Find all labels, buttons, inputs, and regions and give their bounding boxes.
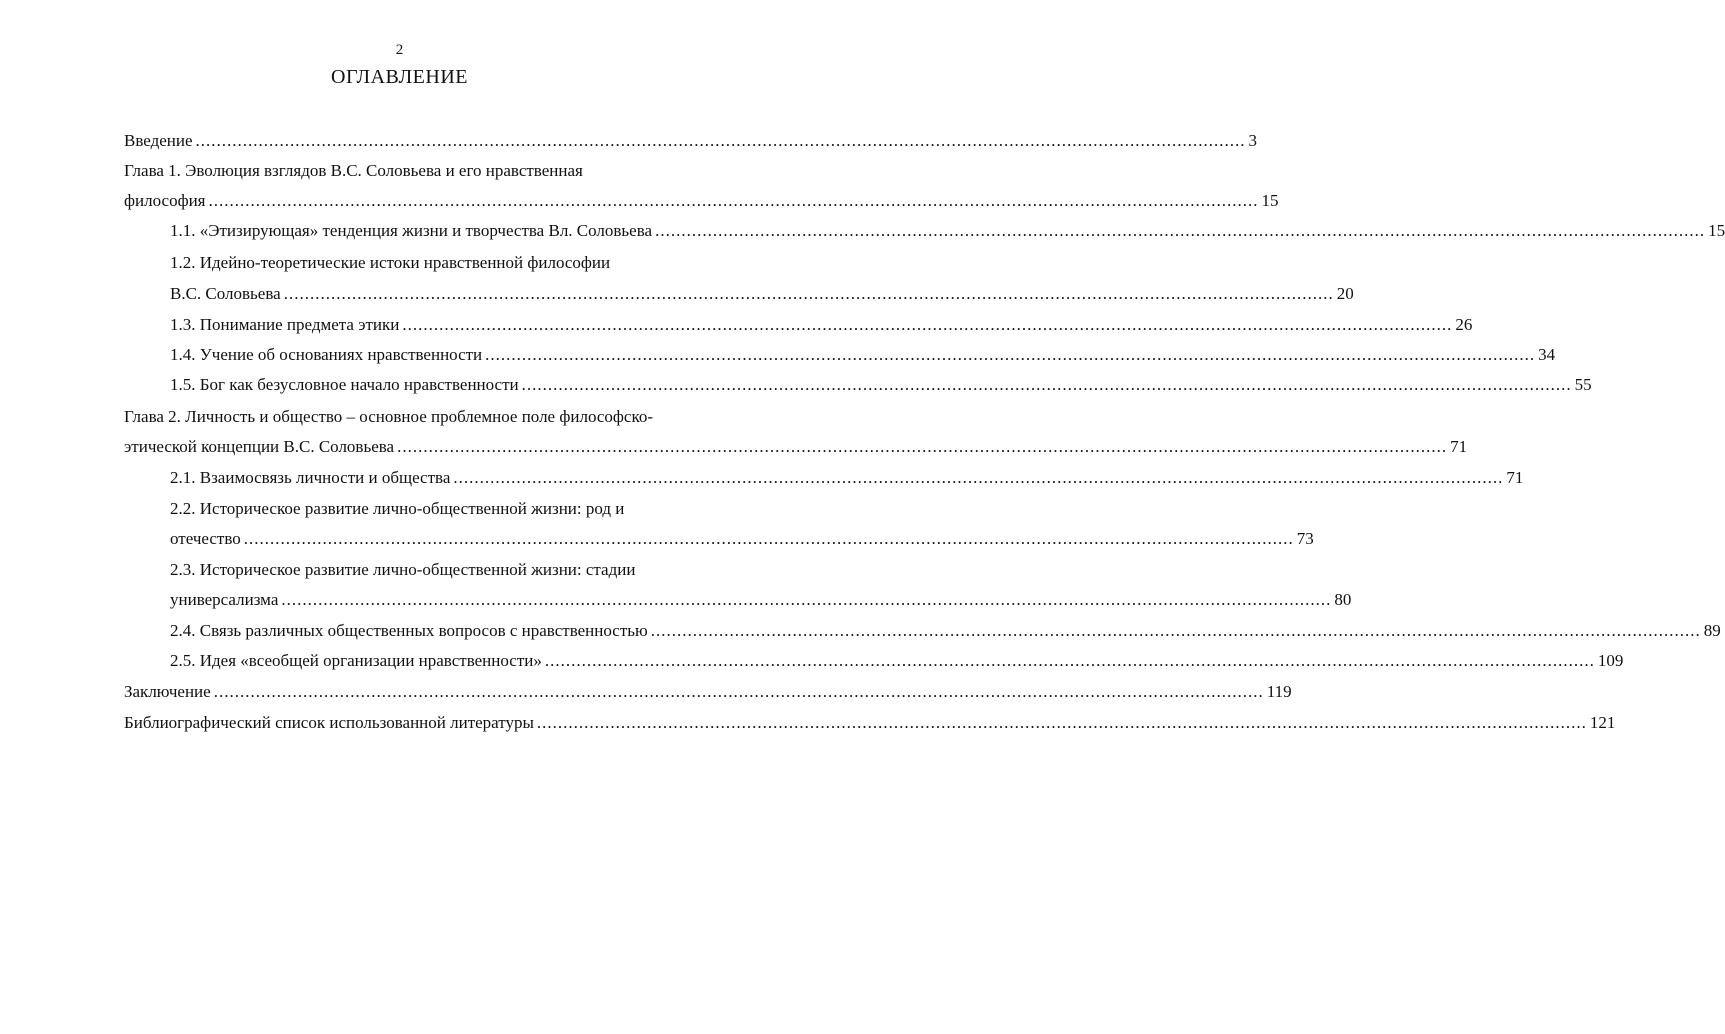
toc-page-number: 80 [1334, 590, 1352, 609]
toc-page-number: 34 [1538, 345, 1556, 364]
dot-leader: ........................................................................................................................................................................................................ [521, 375, 1572, 394]
toc-entry-1-3[interactable] [170, 310, 1473, 340]
toc-entry-bibliography[interactable] [124, 708, 1616, 738]
toc-chapter-1-heading[interactable]: Глава 1. Эволюция взглядов В.С. Соловьева и его нравственная [124, 161, 583, 180]
toc-page-number: 71 [1506, 468, 1524, 487]
toc-entry-label: 1.3. Понимание предмета этики [170, 315, 400, 334]
dot-leader: ........................................................................................................................................................................................................ [650, 621, 1701, 640]
page-title: ОГЛАВЛЕНИЕ [331, 66, 468, 88]
toc-entry-label: 2.1. Взаимосвязь личности и общества [170, 468, 451, 487]
toc-entry-1-5[interactable] [170, 370, 1592, 400]
toc-entry-chapter-2[interactable] [124, 432, 1468, 462]
toc-entry-2-1[interactable] [170, 463, 1524, 493]
toc-page-number: 15 [1708, 221, 1725, 240]
dot-leader: ........................................................................................................................................................................................................ [397, 437, 1448, 456]
toc-entry-label: 2.5. Идея «всеобщей организации нравственности» [170, 651, 542, 670]
toc-entry-conclusion[interactable] [124, 677, 1292, 707]
toc-page-number: 20 [1336, 284, 1354, 303]
dot-leader: ........................................................................................................................................................................................................ [485, 345, 1536, 364]
toc-page-number: 71 [1450, 437, 1468, 456]
toc-entry-intro[interactable] [124, 126, 1258, 156]
toc-entry-1-4[interactable] [170, 340, 1556, 370]
toc-section-2-2-heading[interactable]: 2.2. Историческое развитие лично-общественной жизни: род и [170, 499, 625, 518]
page-number: 2 [395, 42, 404, 58]
toc-page-number: 15 [1261, 191, 1279, 210]
dot-leader: ........................................................................................................................................................................................................ [544, 651, 1595, 670]
toc-page-number: 121 [1589, 713, 1616, 732]
toc-section-2-3-heading[interactable]: 2.3. Историческое развитие лично-общественной жизни: стадии [170, 560, 636, 579]
dot-leader: ........................................................................................................................................................................................................ [283, 284, 1334, 303]
dot-leader: ........................................................................................................................................................................................................ [208, 191, 1259, 210]
dot-leader: ........................................................................................................................................................................................................ [655, 221, 1706, 240]
toc-entry-label: 2.4. Связь различных общественных вопросов с нравственностью [170, 621, 648, 640]
toc-entry-2-4[interactable] [170, 616, 1721, 646]
toc-page-number: 89 [1703, 621, 1721, 640]
dot-leader: ........................................................................................................................................................................................................ [281, 590, 1332, 609]
toc-entry-2-3[interactable] [170, 585, 1352, 615]
toc-entry-label: Библиографический список использованной литературы [124, 713, 534, 732]
toc-chapter-2-heading[interactable]: Глава 2. Личность и общество – основное проблемное поле философско- [124, 407, 654, 426]
toc-entry-label: универсализма [170, 590, 279, 609]
dot-leader: ........................................................................................................................................................................................................ [243, 529, 1294, 548]
toc-entry-label: этической концепции В.С. Соловьева [124, 437, 395, 456]
dot-leader: ........................................................................................................................................................................................................ [213, 682, 1264, 701]
toc-entry-label: Заключение [124, 682, 211, 701]
toc-page-number: 109 [1597, 651, 1624, 670]
toc-entry-1-1[interactable] [170, 216, 1725, 246]
toc-page-number: 3 [1248, 131, 1258, 150]
toc-entry-2-2[interactable] [170, 524, 1314, 554]
toc-section-1-2-heading[interactable]: 1.2. Идейно-теоретические истоки нравственной философии [170, 253, 611, 272]
dot-leader: ........................................................................................................................................................................................................ [453, 468, 1504, 487]
toc-page-number: 73 [1296, 529, 1314, 548]
dot-leader: ........................................................................................................................................................................................................ [402, 315, 1453, 334]
toc-page-number: 119 [1266, 682, 1292, 701]
toc-entry-chapter-1[interactable] [124, 186, 1279, 216]
toc-entry-label: 1.1. «Этизирующая» тенденция жизни и творчества Вл. Соловьева [170, 221, 653, 240]
toc-entry-label: философия [124, 191, 206, 210]
toc-entry-label: В.С. Соловьева [170, 284, 281, 303]
toc-page-number: 55 [1574, 375, 1592, 394]
toc-entry-label: 1.4. Учение об основаниях нравственности [170, 345, 483, 364]
toc-entry-label: 1.5. Бог как безусловное начало нравственности [170, 375, 519, 394]
dot-leader: ........................................................................................................................................................................................................ [536, 713, 1587, 732]
toc-page-number: 26 [1455, 315, 1473, 334]
dot-leader: ........................................................................................................................................................................................................ [195, 131, 1246, 150]
toc-entry-1-2[interactable] [170, 279, 1354, 309]
toc-entry-label: Введение [124, 131, 193, 150]
toc-entry-label: отечество [170, 529, 241, 548]
toc-entry-2-5[interactable] [170, 646, 1624, 676]
